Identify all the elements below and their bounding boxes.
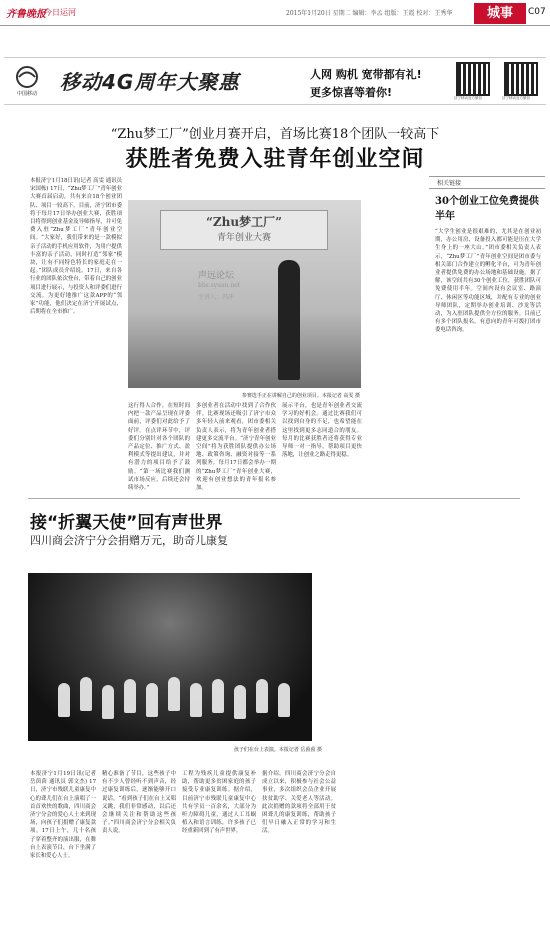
ad-line-2: 更多惊喜等着你!	[310, 86, 393, 99]
banner-line-2: 青年创业大赛	[216, 233, 271, 243]
child-figure	[278, 683, 290, 717]
article-headline: 获胜者免费入驻青年创业空间	[125, 146, 425, 172]
article-column: 展示平台，也是青年创业者交流学习的好机会。通过比赛我们可以找到自身的不足，也希望能在这里找到更多志同道合的朋友。每月的比赛获胜者还将获得专业导师一对一指导，帮助项目更快落地，让创业之路走得更稳。	[282, 403, 362, 459]
child-figure	[80, 677, 92, 711]
banner-line-1: “Zhu梦工厂”	[205, 215, 282, 229]
related-sidebar	[429, 176, 545, 496]
article-headline: 接“折翼天使”回有声世界	[30, 513, 223, 533]
advertisement-banner	[4, 57, 546, 105]
child-figure	[234, 685, 246, 719]
issue-meta: 2015年1月20日 星期二 编辑：李孟 组版：王霞 校对：王秀华	[286, 10, 453, 17]
article-photo	[128, 200, 361, 388]
edition-label: 今日运河	[44, 8, 76, 17]
section-tag: 城事	[474, 3, 526, 24]
qr-code	[504, 62, 538, 96]
event-banner	[160, 210, 328, 250]
newspaper-logo: 齐鲁晚报	[6, 9, 46, 20]
page-header	[0, 0, 550, 26]
sidebar-tag: 相关链接	[429, 176, 545, 189]
article-column: 工程为残疾儿童提供康复补助，帮助更多贫困家庭的孩子接受专业康复训练。据介绍，目前济宁市残联儿童康复中心共有学员一百余名，大部分为听力障碍儿童，通过人工耳蜗植入和语言训练，许多孩子已经重新回到了有声世界。	[182, 771, 256, 835]
photo-caption: 孩子们在台上表演。本报记者 岳茵茵 摄	[233, 747, 322, 753]
article-column: 多创业者在活动中找到了合作伙伴。比赛现场还吸引了济宁市众多年轻人前来观看，团市委相关负责人表示，将为青年创业者搭建更多交流平台。“济宁青年创业空间”将为获胜团队提供办公场地、政策咨询、融资对接等一系列服务。每月17日都会举办一期的“Zhu梦工厂”青年创业大赛，欢迎有创业想法的青年报名参加。	[196, 403, 276, 492]
ad-line-1: 人网 购机 宽带都有礼!	[310, 68, 422, 81]
screen-url: bbs.syuan.net	[198, 282, 241, 289]
article-column: 本报济宁1月18日讯(记者 高雯 通讯员 宋国栋) 17日，“Zhu梦工厂”青年创业大赛首届启动，共有来自18个创业团队、项目一较高下。目前，济宁团市委将于每月17日举办创业大赛，获胜项目将得到创业基金及导师指导，并可免费入驻“Zhu梦工厂”青年创业空间。“大家好，我们带来的是一款模拟亲子活动的手机应用软件，为用户提供丰富的亲子活动，同时打造“邻家”模块，让有不同特色特长的家庭走在一起。”团队成员介绍说。17日，来自各行业的团队依次登台，带着自己的创业项目进行展示，与投资人和评委们进行交流。为更好地推广这款APP的“邻家”功能，他们决定在济宁开展试点，后期将在全市推广。	[30, 178, 122, 316]
article-kicker: “Zhu梦工厂”创业月赛开启，首场比赛18个团队一较高下	[110, 127, 440, 142]
qr-caption: 济宁移动官方微信	[454, 96, 482, 100]
qr-code	[456, 62, 490, 96]
article-column: 精心准备了节目，这些孩子中有不少人曾经听不到声音，经过康复训练后，逐渐能够开口说话。“看到孩子们在台上又唱又跳，我们非常感动，以后还会继续关注和帮助这些孩子。”四川商会济宁分会相关负责人说。	[102, 771, 176, 835]
brand-name: 中国移动	[16, 91, 37, 97]
page-number: C07	[528, 7, 546, 17]
screen-speaker: 主讲人：冯冲	[198, 294, 235, 301]
child-figure	[190, 683, 202, 717]
article-column: 本报济宁1月19日讯(记者 岳茵茵 通讯员 郭文杰) 17日，济宁市残联儿童康复中心的聋儿们在台上演唱了一首首欢快的歌曲，四川商会济宁分会的爱心人士来到现场，向孩子们捐赠了康复款项。17日上午，几十名孩子穿着整齐的演出服，在舞台上表演节目，台下坐满了家长和爱心人士。	[30, 771, 96, 860]
child-figure	[102, 685, 114, 719]
child-figure	[256, 679, 268, 713]
section-divider	[28, 498, 520, 499]
speaker-figure	[278, 260, 300, 380]
child-figure	[146, 683, 158, 717]
article-column: 这行得人合作，在短时间内把一款产品呈现在评委面前，评委们对此给予了好评。在点评环节中，评委们分别针对各个团队的产品定位、推广方式、盈利模式等提出建议，并对有潜力的项目给予了鼓励。“第一场比赛我们测试市场反应，后续还会持续举办。”	[128, 403, 190, 492]
sidebar-title: 30个创业工位免费提供半年	[435, 196, 539, 222]
sidebar-body: “大学生创业是很艰难的，尤其是在创业初期，办公用房、设备投入都可能是压在大学生身上的一座大山。”团市委相关负责人表示，“Zhu梦工厂”青年创业空间是团市委与相关部门合作建立的孵化平台，可为青年创业者提供免费的办公场地和基础设施。据了解，该空间共有30个创业工位，获胜团队可免费使用半年。空间内设有会议室、路演厅、休闲区等功能区域，并配有专业的创业导师团队，定期举办创业培训、沙龙等活动，为入驻团队提供全方位的服务。目前已有多个团队报名，有意向的青年可拨打团市委电话咨询。	[435, 229, 541, 334]
child-figure	[58, 683, 70, 717]
child-figure	[124, 679, 136, 713]
photo-caption: 参赛选手正在讲解自己的创业项目。本报记者 高雯 摄	[241, 393, 360, 399]
article-column: 据介绍，四川商会济宁分会自成立以来，积极参与社会公益事业，多次组织会员企业开展扶贫助学、关爱老人等活动。此次捐赠的款项将全部用于贫困聋儿的康复训练，帮助孩子们早日融入正常的学习和生活。	[262, 771, 336, 835]
qr-caption: 济宁移动官方微信	[502, 96, 530, 100]
screen-title: 声远论坛	[198, 271, 235, 281]
article-subheadline: 四川商会济宁分会捐赠万元，助奇儿康复	[30, 534, 228, 547]
ad-headline: 移动4G周年大聚惠	[60, 70, 240, 94]
child-figure	[168, 677, 180, 711]
china-mobile-logo	[6, 64, 48, 100]
child-figure	[212, 679, 224, 713]
performance-photo	[28, 573, 312, 741]
